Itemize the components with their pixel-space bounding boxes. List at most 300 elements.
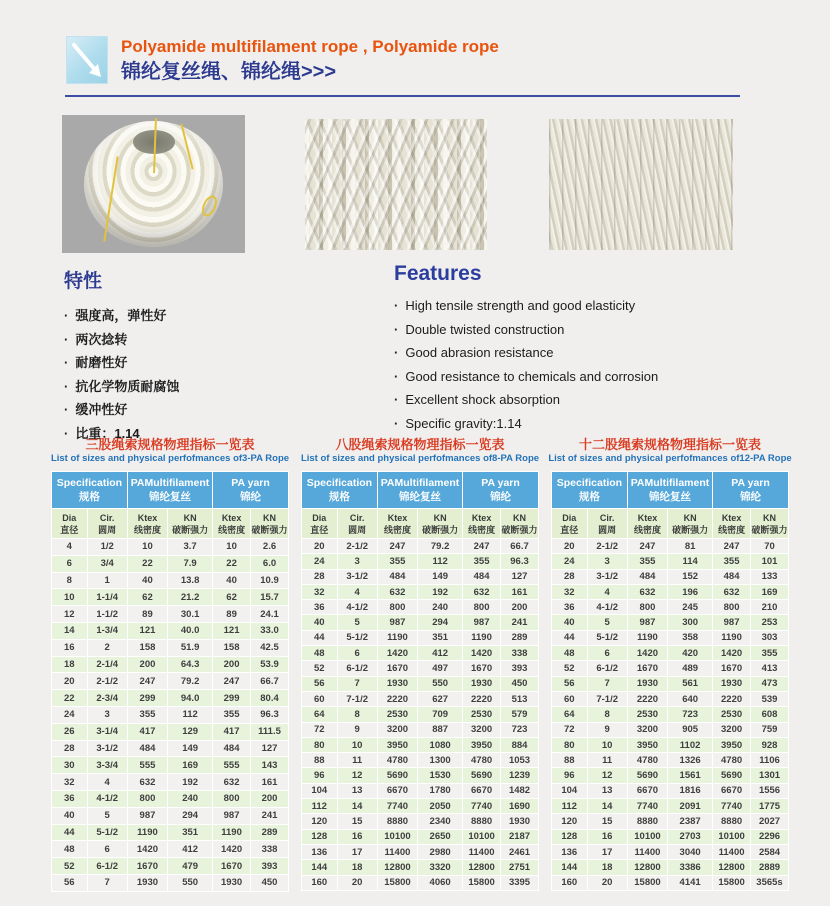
table-cell: 11400 bbox=[627, 844, 667, 859]
table-cell: 3 bbox=[587, 554, 627, 569]
table-cell: 1670 bbox=[627, 661, 667, 676]
table-cell: 44 bbox=[552, 630, 588, 645]
features-heading-en: Features bbox=[394, 262, 482, 285]
table-cell: 247 bbox=[213, 673, 251, 690]
table-cell: 1420 bbox=[377, 646, 417, 661]
table-cell: 28 bbox=[52, 740, 88, 757]
column-group-header: Specification 规格 bbox=[552, 472, 628, 509]
table-cell: 10100 bbox=[713, 829, 751, 844]
table-cell: 40 bbox=[552, 615, 588, 630]
page-title-en: Polyamide multifilament rope , Polyamide rope bbox=[121, 37, 499, 56]
table-cell: 12800 bbox=[463, 860, 501, 875]
table-cell: 6-1/2 bbox=[337, 661, 377, 676]
table-cell: 1239 bbox=[501, 768, 539, 783]
table-cell: 7 bbox=[87, 874, 127, 891]
table-cell: 144 bbox=[302, 860, 338, 875]
table-cell: 96 bbox=[302, 768, 338, 783]
table-cell: 4 bbox=[87, 774, 127, 791]
table-cell: 5690 bbox=[627, 768, 667, 783]
table-cell: 2220 bbox=[713, 691, 751, 706]
column-header: Ktex 线密度 bbox=[627, 509, 667, 539]
table-cell: 1930 bbox=[627, 676, 667, 691]
table-cell: 80 bbox=[552, 737, 588, 752]
table-cell: 489 bbox=[668, 661, 713, 676]
table-cell: 53.9 bbox=[251, 656, 289, 673]
table-cell: 149 bbox=[418, 569, 463, 584]
table-cell: 1420 bbox=[463, 646, 501, 661]
table-cell: 2980 bbox=[418, 844, 463, 859]
table-cell: 709 bbox=[418, 707, 463, 722]
table-cell: 161 bbox=[251, 774, 289, 791]
table-cell: 2-1/2 bbox=[337, 539, 377, 554]
table-cell: 289 bbox=[501, 630, 539, 645]
table-row bbox=[302, 783, 539, 798]
table-cell: 9 bbox=[337, 722, 377, 737]
table-row bbox=[52, 723, 289, 740]
table-title-en: List of sizes and physical perfofmances of3-PA Rope bbox=[50, 453, 290, 464]
table-cell: 800 bbox=[377, 600, 417, 615]
table-cell: 32 bbox=[552, 584, 588, 599]
table-cell: 3 bbox=[87, 706, 127, 723]
table-cell: 5 bbox=[337, 615, 377, 630]
column-group-header: Specification 规格 bbox=[302, 472, 378, 509]
table-cell: 800 bbox=[627, 600, 667, 615]
table-cell: 1930 bbox=[501, 814, 539, 829]
table-cell: 136 bbox=[552, 844, 588, 859]
features-heading-zh: 特性 bbox=[64, 271, 103, 292]
table-cell: 169 bbox=[751, 584, 789, 599]
table-cell: 20 bbox=[337, 875, 377, 890]
table-cell: 5-1/2 bbox=[87, 824, 127, 841]
table-cell: 4780 bbox=[627, 753, 667, 768]
table-row bbox=[552, 646, 789, 661]
table-row bbox=[52, 841, 289, 858]
table-cell: 1301 bbox=[751, 768, 789, 783]
table-cell: 3200 bbox=[377, 722, 417, 737]
table-cell: 1102 bbox=[668, 737, 713, 752]
column-header: KN 破断强力 bbox=[501, 509, 539, 539]
table-cell: 987 bbox=[127, 807, 167, 824]
table-cell: 417 bbox=[213, 723, 251, 740]
table-cell: 104 bbox=[302, 783, 338, 798]
table-cell: 294 bbox=[168, 807, 213, 824]
table-cell: 30.1 bbox=[168, 606, 213, 623]
table-row bbox=[552, 737, 789, 752]
table-row bbox=[52, 589, 289, 606]
table-cell: 3-1/2 bbox=[337, 569, 377, 584]
table-row bbox=[302, 707, 539, 722]
table-cell: 1930 bbox=[713, 676, 751, 691]
table-cell: 128 bbox=[302, 829, 338, 844]
table-row bbox=[52, 807, 289, 824]
table-cell: 56 bbox=[552, 676, 588, 691]
table-cell: 4 bbox=[337, 584, 377, 599]
table-cell: 6670 bbox=[463, 783, 501, 798]
table-cell: 473 bbox=[751, 676, 789, 691]
table-cell: 6 bbox=[587, 646, 627, 661]
table-cell: 8 bbox=[587, 707, 627, 722]
table-cell: 64.3 bbox=[168, 656, 213, 673]
spec-table-12strand bbox=[551, 471, 789, 891]
spec-table-8strand bbox=[301, 471, 539, 891]
table-row bbox=[302, 600, 539, 615]
table-cell: 417 bbox=[127, 723, 167, 740]
table-cell: 800 bbox=[127, 790, 167, 807]
table-cell: 355 bbox=[627, 554, 667, 569]
table-cell: 11 bbox=[587, 753, 627, 768]
table-cell: 1670 bbox=[713, 661, 751, 676]
table-cell: 10 bbox=[213, 539, 251, 556]
table-cell: 24 bbox=[52, 706, 88, 723]
column-header: Ktex 线密度 bbox=[377, 509, 417, 539]
table-cell: 20 bbox=[52, 673, 88, 690]
table-cell: 62 bbox=[127, 589, 167, 606]
table-cell: 3-1/4 bbox=[87, 723, 127, 740]
table-cell: 2461 bbox=[501, 844, 539, 859]
table-cell: 2-1/2 bbox=[87, 673, 127, 690]
table-row bbox=[552, 600, 789, 615]
table-cell: 887 bbox=[418, 722, 463, 737]
table-cell: 120 bbox=[302, 814, 338, 829]
table-row bbox=[552, 569, 789, 584]
table-row bbox=[52, 656, 289, 673]
table-cell: 40 bbox=[127, 572, 167, 589]
table-row bbox=[302, 753, 539, 768]
table-cell: 800 bbox=[213, 790, 251, 807]
table-cell: 88 bbox=[552, 753, 588, 768]
table-row bbox=[52, 757, 289, 774]
table-cell: 5690 bbox=[377, 768, 417, 783]
table-cell: 81 bbox=[668, 539, 713, 554]
table-cell: 48 bbox=[52, 841, 88, 858]
table-cell: 1930 bbox=[463, 676, 501, 691]
table-cell: 36 bbox=[52, 790, 88, 807]
table-cell: 7 bbox=[587, 676, 627, 691]
table-cell: 149 bbox=[168, 740, 213, 757]
table-cell: 10 bbox=[52, 589, 88, 606]
table-cell: 15.7 bbox=[251, 589, 289, 606]
table-cell: 1420 bbox=[213, 841, 251, 858]
table-cell: 8880 bbox=[627, 814, 667, 829]
table-row bbox=[552, 691, 789, 706]
table-row bbox=[552, 768, 789, 783]
table-cell: 127 bbox=[501, 569, 539, 584]
table-cell: 1190 bbox=[463, 630, 501, 645]
feature-item: · 抗化学物质耐腐蚀 bbox=[64, 375, 374, 399]
table-cell: 3.7 bbox=[168, 539, 213, 556]
features-list-zh bbox=[64, 304, 374, 445]
table-cell: 1482 bbox=[501, 783, 539, 798]
table-cell: 608 bbox=[751, 707, 789, 722]
table-cell: 40 bbox=[52, 807, 88, 824]
table-cell: 1190 bbox=[627, 630, 667, 645]
table-cell: 247 bbox=[127, 673, 167, 690]
table-cell: 15 bbox=[587, 814, 627, 829]
table-cell: 1556 bbox=[751, 783, 789, 798]
table-cell: 800 bbox=[463, 600, 501, 615]
column-group-header: PA yarn 锦纶 bbox=[213, 472, 289, 509]
table-row bbox=[52, 606, 289, 623]
table-cell: 62 bbox=[213, 589, 251, 606]
table-cell: 152 bbox=[668, 569, 713, 584]
feature-item: · 两次捻转 bbox=[64, 328, 374, 352]
table-cell: 355 bbox=[377, 554, 417, 569]
table-cell: 2530 bbox=[377, 707, 417, 722]
table-cell: 393 bbox=[251, 858, 289, 875]
table-cell: 303 bbox=[751, 630, 789, 645]
table-cell: 351 bbox=[418, 630, 463, 645]
table-row bbox=[302, 539, 539, 554]
page-title-zh: 锦纶复丝绳、锦纶绳>>> bbox=[121, 61, 337, 83]
table-cell: 1-3/4 bbox=[87, 622, 127, 639]
table-cell: 160 bbox=[552, 875, 588, 890]
table-cell: 240 bbox=[418, 600, 463, 615]
table-cell: 300 bbox=[668, 615, 713, 630]
column-header: Ktex 线密度 bbox=[213, 509, 251, 539]
table-cell: 2340 bbox=[418, 814, 463, 829]
table-cell: 1420 bbox=[713, 646, 751, 661]
table-cell: 3/4 bbox=[87, 555, 127, 572]
table-cell: 241 bbox=[251, 807, 289, 824]
table-cell: 96.3 bbox=[501, 554, 539, 569]
table-cell: 192 bbox=[168, 774, 213, 791]
table-cell: 161 bbox=[501, 584, 539, 599]
table-cell: 299 bbox=[127, 690, 167, 707]
table-cell: 51.9 bbox=[168, 639, 213, 656]
table-row bbox=[302, 676, 539, 691]
table-cell: 210 bbox=[751, 600, 789, 615]
table-cell: 3395 bbox=[501, 875, 539, 890]
column-group-header: PAMultifilament 锦纶复丝 bbox=[627, 472, 712, 509]
table-cell: 289 bbox=[251, 824, 289, 841]
table-title-zh: 十二股绳索规格物理指标一览表 bbox=[578, 437, 761, 452]
table-cell: 20 bbox=[552, 539, 588, 554]
table-cell: 18 bbox=[52, 656, 88, 673]
table-cell: 3-1/2 bbox=[587, 569, 627, 584]
table-cell: 2220 bbox=[627, 691, 667, 706]
table-cell: 1670 bbox=[127, 858, 167, 875]
table-cell: 6670 bbox=[377, 783, 417, 798]
table-cell: 169 bbox=[168, 757, 213, 774]
table-cell: 200 bbox=[127, 656, 167, 673]
column-header: Dia 直径 bbox=[302, 509, 338, 539]
table-row bbox=[552, 799, 789, 814]
table-cell: 3200 bbox=[713, 722, 751, 737]
table-cell: 1326 bbox=[668, 753, 713, 768]
table-row bbox=[302, 814, 539, 829]
table-row bbox=[52, 824, 289, 841]
table-cell: 555 bbox=[127, 757, 167, 774]
feature-item: · High tensile strength and good elasticity bbox=[394, 294, 774, 318]
table-cell: 1106 bbox=[751, 753, 789, 768]
table-cell: 12800 bbox=[627, 860, 667, 875]
table-cell: 358 bbox=[668, 630, 713, 645]
table-cell: 32 bbox=[52, 774, 88, 791]
table-cell: 44 bbox=[302, 630, 338, 645]
table-cell: 561 bbox=[668, 676, 713, 691]
table-title-en: List of sizes and physical perfofmances of8-PA Rope bbox=[300, 453, 540, 464]
table-row bbox=[302, 646, 539, 661]
table-cell: 484 bbox=[213, 740, 251, 757]
table-cell: 79.2 bbox=[418, 539, 463, 554]
table-cell: 299 bbox=[213, 690, 251, 707]
table-cell: 22 bbox=[52, 690, 88, 707]
table-cell: 4060 bbox=[418, 875, 463, 890]
table-cell: 8880 bbox=[377, 814, 417, 829]
table-cell: 144 bbox=[552, 860, 588, 875]
spec-table-block-8strand bbox=[296, 437, 544, 892]
table-cell: 632 bbox=[213, 774, 251, 791]
table-row bbox=[552, 829, 789, 844]
table-cell: 22 bbox=[127, 555, 167, 572]
table-cell: 10100 bbox=[377, 829, 417, 844]
table-row bbox=[302, 630, 539, 645]
spec-tables-row bbox=[46, 437, 794, 892]
table-cell: 1-1/2 bbox=[87, 606, 127, 623]
table-cell: 200 bbox=[501, 600, 539, 615]
table-cell: 1300 bbox=[418, 753, 463, 768]
table-cell: 2050 bbox=[418, 799, 463, 814]
table-cell: 1780 bbox=[418, 783, 463, 798]
table-row bbox=[302, 799, 539, 814]
table-row bbox=[52, 639, 289, 656]
table-cell: 48 bbox=[552, 646, 588, 661]
table-cell: 3565s bbox=[751, 875, 789, 890]
table-cell: 127 bbox=[251, 740, 289, 757]
table-cell: 3950 bbox=[627, 737, 667, 752]
table-cell: 24 bbox=[302, 554, 338, 569]
table-cell: 7740 bbox=[463, 799, 501, 814]
table-cell: 112 bbox=[302, 799, 338, 814]
table-cell: 11400 bbox=[713, 844, 751, 859]
table-cell: 17 bbox=[337, 844, 377, 859]
features-section-en bbox=[394, 262, 774, 435]
column-group-header: PAMultifilament 锦纶复丝 bbox=[127, 472, 212, 509]
table-cell: 987 bbox=[377, 615, 417, 630]
table-cell: 20 bbox=[587, 875, 627, 890]
table-cell: 632 bbox=[713, 584, 751, 599]
table-cell: 1930 bbox=[127, 874, 167, 891]
table-cell: 121 bbox=[213, 622, 251, 639]
table-cell: 12 bbox=[52, 606, 88, 623]
table-cell: 6.0 bbox=[251, 555, 289, 572]
table-cell: 1 bbox=[87, 572, 127, 589]
feature-item: · Good abrasion resistance bbox=[394, 341, 774, 365]
table-cell: 44 bbox=[52, 824, 88, 841]
table-cell: 18 bbox=[587, 860, 627, 875]
column-header: KN 破断强力 bbox=[168, 509, 213, 539]
table-cell: 484 bbox=[713, 569, 751, 584]
feature-item: · Good resistance to chemicals and corrosion bbox=[394, 365, 774, 389]
table-cell: 11 bbox=[337, 753, 377, 768]
table-cell: 56 bbox=[52, 874, 88, 891]
table-cell: 412 bbox=[168, 841, 213, 858]
table-cell: 2-1/4 bbox=[87, 656, 127, 673]
table-cell: 5-1/2 bbox=[587, 630, 627, 645]
table-row bbox=[552, 860, 789, 875]
table-cell: 7 bbox=[337, 676, 377, 691]
table-cell: 4 bbox=[587, 584, 627, 599]
table-cell: 2220 bbox=[377, 691, 417, 706]
table-row bbox=[302, 722, 539, 737]
rope-coil-photo bbox=[62, 115, 245, 253]
table-cell: 1420 bbox=[627, 646, 667, 661]
table-cell: 13 bbox=[587, 783, 627, 798]
table-cell: 3200 bbox=[463, 722, 501, 737]
table-cell: 4-1/2 bbox=[337, 600, 377, 615]
table-cell: 484 bbox=[463, 569, 501, 584]
table-cell: 5-1/2 bbox=[337, 630, 377, 645]
table-cell: 7-1/2 bbox=[337, 691, 377, 706]
column-group-header: Specification 规格 bbox=[52, 472, 128, 509]
table-cell: 40.0 bbox=[168, 622, 213, 639]
table-cell: 6670 bbox=[627, 783, 667, 798]
table-cell: 484 bbox=[127, 740, 167, 757]
table-cell: 2220 bbox=[463, 691, 501, 706]
table-cell: 2-1/2 bbox=[587, 539, 627, 554]
table-cell: 247 bbox=[627, 539, 667, 554]
table-row bbox=[302, 860, 539, 875]
table-cell: 2091 bbox=[668, 799, 713, 814]
table-cell: 66.7 bbox=[251, 673, 289, 690]
table-cell: 632 bbox=[463, 584, 501, 599]
feature-item: · 比重：1.14 bbox=[64, 422, 374, 446]
table-cell: 632 bbox=[627, 584, 667, 599]
table-cell: 759 bbox=[751, 722, 789, 737]
table-cell: 121 bbox=[127, 622, 167, 639]
table-cell: 1-1/4 bbox=[87, 589, 127, 606]
table-cell: 723 bbox=[501, 722, 539, 737]
table-cell: 550 bbox=[418, 676, 463, 691]
table-row bbox=[552, 722, 789, 737]
table-cell: 14 bbox=[587, 799, 627, 814]
column-header: Cir. 圆周 bbox=[87, 509, 127, 539]
table-cell: 800 bbox=[713, 600, 751, 615]
table-row bbox=[552, 554, 789, 569]
column-header: KN 破断强力 bbox=[668, 509, 713, 539]
table-cell: 52 bbox=[52, 858, 88, 875]
table-row bbox=[302, 615, 539, 630]
table-cell: 7740 bbox=[627, 799, 667, 814]
table-cell: 513 bbox=[501, 691, 539, 706]
table-cell: 2530 bbox=[627, 707, 667, 722]
table-cell: 479 bbox=[168, 858, 213, 875]
table-cell: 129 bbox=[168, 723, 213, 740]
table-cell: 2027 bbox=[751, 814, 789, 829]
table-row bbox=[552, 615, 789, 630]
table-cell: 393 bbox=[501, 661, 539, 676]
table-cell: 16 bbox=[587, 829, 627, 844]
table-row bbox=[52, 673, 289, 690]
table-cell: 28 bbox=[552, 569, 588, 584]
rope-braid-12strand-photo bbox=[549, 119, 733, 250]
table-cell: 120 bbox=[552, 814, 588, 829]
table-cell: 2 bbox=[87, 639, 127, 656]
table-cell: 355 bbox=[713, 554, 751, 569]
table-cell: 112 bbox=[552, 799, 588, 814]
table-cell: 1053 bbox=[501, 753, 539, 768]
table-row bbox=[302, 737, 539, 752]
table-row bbox=[302, 554, 539, 569]
table-cell: 196 bbox=[668, 584, 713, 599]
table-cell: 241 bbox=[501, 615, 539, 630]
table-cell: 355 bbox=[751, 646, 789, 661]
page-titles bbox=[121, 36, 499, 85]
features-list-en bbox=[394, 294, 774, 435]
table-cell: 10 bbox=[587, 737, 627, 752]
table-row bbox=[52, 790, 289, 807]
table-cell: 2584 bbox=[751, 844, 789, 859]
